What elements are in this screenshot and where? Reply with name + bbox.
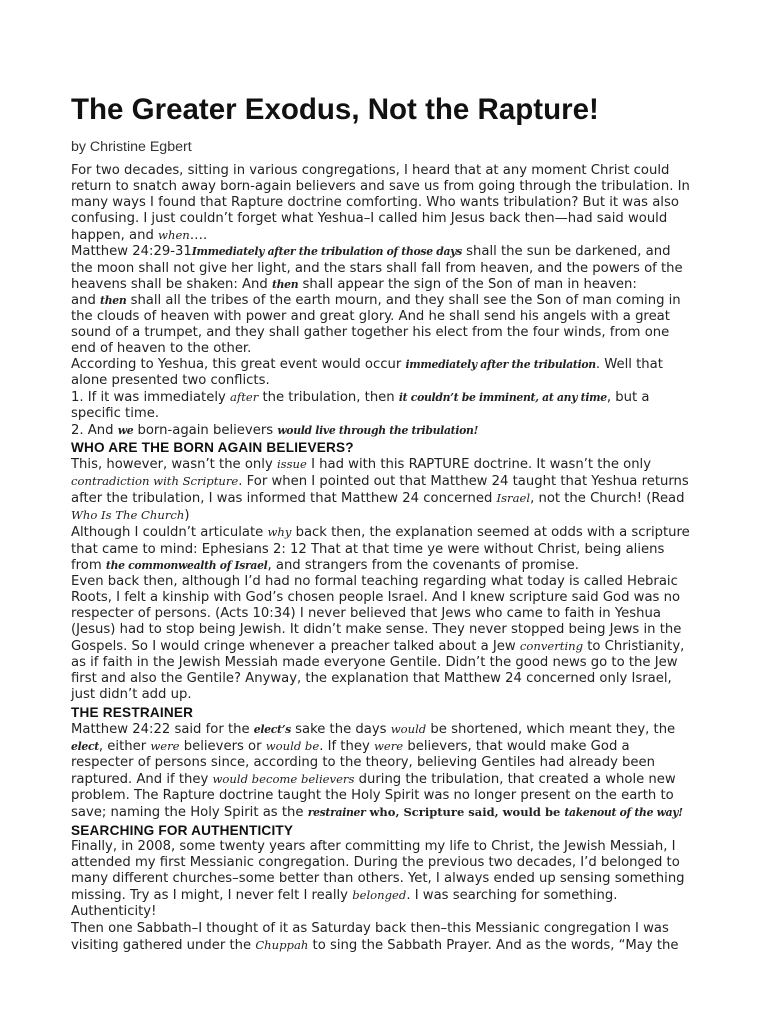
text: Although I couldn’t articulate	[71, 525, 268, 541]
text: during the tribulation, that created a whole new problem. The Rapture doctrine taught the Holy Spirit was no longer present on the earth to save; naming the Holy Spirit as the	[71, 772, 676, 821]
emphasis: immediately after the tribulation	[405, 358, 596, 372]
byline: by Christine Egbert	[71, 139, 192, 155]
text: shall all the tribes of the earth mourn, and they shall see the Son of man coming in the clouds of heaven with power and great glory. And he shall send his angels with a great sound of a trumpet, and they shall gather together his elect from the four winds, from one end of heaven to the other.	[71, 292, 681, 357]
text: For two decades, sitting in various congregations, I heard that at any moment Christ could return to snatch away born-again believers and save us from going through the tribulation. In many ways I found that Rapture doctrine comforting. Who wants tribulation? But it was also confusing. I just couldn’t forget what Yeshua–I called him Jesus back then—had said would happen, and	[71, 163, 690, 244]
text: and	[71, 292, 101, 308]
article	[71, 92, 691, 954]
paragraph-conflict-2	[71, 423, 691, 439]
text: , either	[98, 739, 151, 755]
paragraph-issue	[71, 456, 691, 524]
emphasis: after	[229, 390, 259, 405]
emphasis: would become believers	[212, 772, 355, 787]
text: This, however, wasn’t the only	[71, 457, 277, 473]
text: 1. If it was immediately	[71, 390, 230, 406]
emphasis: then	[271, 277, 299, 291]
text: , not the Church! (Read	[530, 491, 685, 507]
text: . For when I pointed out that Matthew 24 taught that Yeshua returns after the tribulation, I was informed that Matthew 24 concerned	[71, 474, 689, 507]
emphasis: we	[117, 423, 134, 437]
emphasis: would be	[265, 739, 320, 754]
text: , but a specific time.	[71, 390, 650, 422]
emphasis: takenout of the way!	[564, 806, 683, 820]
emphasis: contradiction with Scripture	[71, 474, 239, 489]
text: Matthew 24:29-31	[71, 244, 192, 260]
text: to sing the Sabbath Prayer. And as the words, “May the	[308, 937, 679, 953]
emphasis: elect’s	[253, 723, 291, 736]
paragraph-messianic	[71, 839, 691, 920]
text: According to Yeshua, this great event would occur	[71, 357, 406, 373]
text: . If they	[319, 739, 374, 755]
emphasis: elect	[71, 740, 99, 754]
paragraph-restrainer	[71, 721, 691, 822]
text: be shortened, which meant they, the	[426, 722, 676, 737]
emphasis: restrainer	[307, 806, 366, 820]
paragraph-hebraic-roots	[71, 574, 691, 704]
emphasis: Israel	[496, 491, 531, 506]
paragraph-ephesians	[71, 524, 691, 573]
text: sake the days	[290, 722, 391, 737]
text: 2. And	[71, 422, 118, 438]
text: believers or	[179, 739, 266, 755]
emphasis: Who Is The Church	[71, 508, 185, 523]
emphasis: then	[100, 293, 127, 307]
emphasis: the commonwealth of Israel	[105, 558, 268, 572]
emphasis: converting	[519, 639, 584, 654]
text: I had with this RAPTURE doctrine. It wasn’t the only	[306, 457, 652, 473]
paragraph-conflict-1	[71, 389, 691, 422]
emphasis: when	[158, 228, 190, 243]
emphasis: issue	[276, 457, 307, 472]
paragraph-sabbath	[71, 921, 691, 954]
text: . I was searching for something. Authenticity!	[71, 888, 618, 920]
emphasis: would	[390, 722, 427, 736]
text: born-again believers	[133, 422, 278, 438]
emphasis: were	[150, 739, 180, 754]
text: , and strangers from the covenants of promise.	[267, 557, 579, 573]
emphasis: why	[267, 525, 292, 540]
text: . Well that alone presented two conflicts.	[71, 357, 663, 389]
heading-authenticity: SEARCHING FOR AUTHENTICITY	[71, 822, 294, 838]
text: to Christianity, as if faith in the Jewish Messiah made everyone Gentile. Didn’t the good news go to the Jew first and also the Gentile? Anyway, the explanation that Matthew 24 concerned only Israel, just didn’t add up.	[71, 639, 685, 703]
text: believers, that would make God a respecter of persons since, according to the theory, believing Gentiles had already been raptured. And if they	[71, 739, 656, 788]
paragraph-scripture-2	[71, 293, 691, 357]
emphasis: it couldn’t be imminent, at any time	[398, 391, 607, 405]
emphasis: who, Scripture said, would be	[365, 805, 565, 820]
text: Finally, in 2008, some twenty years after committing my life to Christ, the Jewish Messiah, I attended my first Messianic congregation. During the previous two decades, I’d belonged to many different churches–some better than others. Yet, I always ended up sensing something missing. Try as I might, I never felt I really	[71, 839, 685, 904]
text: the tribulation, then	[258, 390, 399, 406]
text: back then, the explanation seemed at odds with a scripture that came to mind: Ephesians 2: 12 That at that time ye were without Christ, being aliens from	[71, 525, 690, 573]
text: shall the sun be darkened, and the moon shall not give her light, and the stars shall fall from heaven, and the powers of the heavens shall be shaken: And	[71, 244, 683, 292]
emphasis: Chuppah	[255, 937, 309, 952]
text: Matthew 24:22 said for the	[71, 722, 254, 737]
emphasis: Immediately after the tribulation of those days	[191, 245, 462, 259]
emphasis: were	[373, 739, 404, 754]
paragraph-event	[71, 357, 691, 389]
text: ….	[189, 228, 208, 244]
emphasis: belonged	[352, 888, 407, 903]
text: Even back then, although I’d had no formal teaching regarding what today is called Hebraic Roots, I felt a kinship with God’s chosen people Israel. And I knew scripture said God was no respecter of persons. (Acts 10:34) I never believed that Jews who came to faith in Yeshua (Jesus) had to stop being Jewish. It didn’t make sense. They never stopped being Jews in the Gospels. So I would cringe whenever a preacher talked about a Jew	[71, 573, 682, 655]
text: shall appear the sign of the Son of man in heaven:	[298, 276, 637, 292]
emphasis: would live through the tribulation!	[277, 423, 479, 437]
article-title: The Greater Exodus, Not the Rapture!	[71, 93, 599, 126]
paragraph-intro	[71, 163, 691, 244]
text: )	[184, 508, 190, 524]
heading-born-again: WHO ARE THE BORN AGAIN BELIEVERS?	[71, 439, 354, 455]
heading-restrainer: THE RESTRAINER	[71, 704, 194, 720]
paragraph-scripture-1	[71, 244, 691, 292]
text: Then one Sabbath–I thought of it as Saturday back then–this Messianic congregation I was visiting gathered under the	[71, 920, 669, 953]
